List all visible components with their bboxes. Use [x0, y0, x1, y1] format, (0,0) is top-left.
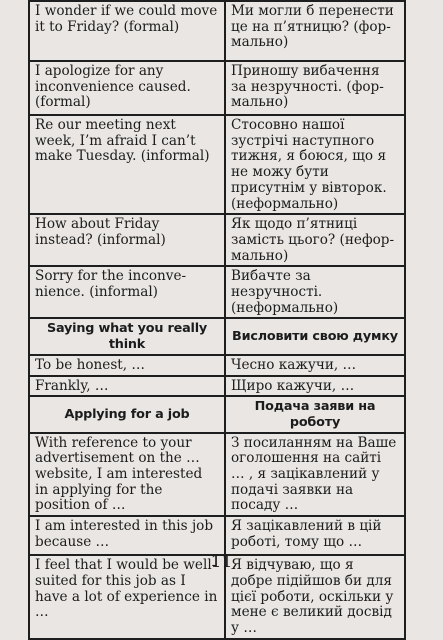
ukrainian-text: Вибачте за незручності. (неформально) — [231, 268, 339, 316]
ukrainian-cell — [225, 516, 405, 555]
table-row — [29, 214, 405, 266]
ukrainian-cell — [225, 1, 405, 61]
table-row — [29, 1, 405, 61]
section-heading-english: Applying for a job — [29, 396, 225, 432]
ukrainian-cell — [225, 376, 405, 397]
section-heading-ukrainian: Висловити свою думку — [225, 318, 405, 354]
page-number: 11 — [210, 552, 233, 572]
english-text: With reference to your advertisement on the … website, I am interested in applying for the position of … — [35, 434, 203, 514]
ukrainian-cell — [225, 115, 405, 214]
english-cell — [29, 115, 225, 214]
english-cell — [29, 266, 225, 318]
english-cell — [29, 355, 225, 376]
english-text: How about Friday instead? (informal) — [35, 216, 166, 248]
ukrainian-text: Приношу вибачення за незручності. (формально) — [231, 63, 384, 111]
ukrainian-text: Щиро кажучи, … — [231, 377, 355, 394]
table-row — [29, 516, 405, 555]
english-cell — [29, 61, 225, 115]
ukrainian-text: Чесно кажучи, … — [231, 356, 357, 373]
ukrainian-text: Як щодо п’ятниці замість цього? (неформально) — [231, 216, 395, 264]
english-text: I apologize for any inconvenience caused. (formal) — [35, 63, 191, 111]
english-cell — [29, 214, 225, 266]
table-row — [29, 433, 405, 517]
section-heading-row — [29, 318, 405, 354]
english-text: I am interested in this job because … — [35, 518, 214, 550]
english-text: To be honest, … — [35, 356, 145, 373]
table-row — [29, 266, 405, 318]
table-row — [29, 61, 405, 115]
english-text: Frankly, … — [35, 377, 109, 394]
english-cell — [29, 1, 225, 61]
english-text: Sorry for the inconvenience. (informal) — [35, 268, 187, 301]
ukrainian-cell — [225, 61, 405, 115]
section-heading-ukrainian: Подача заяви на роботу — [225, 396, 405, 432]
ukrainian-cell — [225, 214, 405, 266]
english-cell — [29, 516, 225, 555]
ukrainian-cell — [225, 355, 405, 376]
english-cell — [29, 433, 225, 517]
english-text: I feel that I would be well-suited for this job as I have a lot of experience in … — [35, 557, 218, 621]
section-heading-row — [29, 396, 405, 432]
table-row — [29, 355, 405, 376]
section-heading-english: Saying what you really think — [29, 318, 225, 354]
ukrainian-cell — [225, 266, 405, 318]
ukrainian-text: Ми могли б перенести це на п’ятницю? (формально) — [231, 3, 394, 51]
ukrainian-text: Я зацікавлений в цій роботі, тому що … — [231, 518, 382, 550]
ukrainian-text: Я відчуваю, що я добре підійшов би для цієї роботи, оскільки у мене є великий досвід у … — [231, 557, 394, 636]
ukrainian-text: Стосовно нашої зустрічі наступного тижня, я боюся, що я не можу бути присутнім у вівторок. (неформально) — [231, 117, 387, 212]
ukrainian-cell — [225, 433, 405, 517]
english-text: I wonder if we could move it to Friday? (formal) — [35, 3, 218, 35]
english-cell — [29, 376, 225, 397]
phrase-table — [28, 0, 406, 640]
english-text: Re our meeting next week, I’m afraid I can’t make Tuesday. (informal) — [35, 117, 210, 165]
ukrainian-text: З посиланням на Ваше оголошення на сайті … , я зацікавлений у подачі заявки на посаду … — [231, 434, 397, 514]
table-row — [29, 115, 405, 214]
table-row — [29, 376, 405, 397]
